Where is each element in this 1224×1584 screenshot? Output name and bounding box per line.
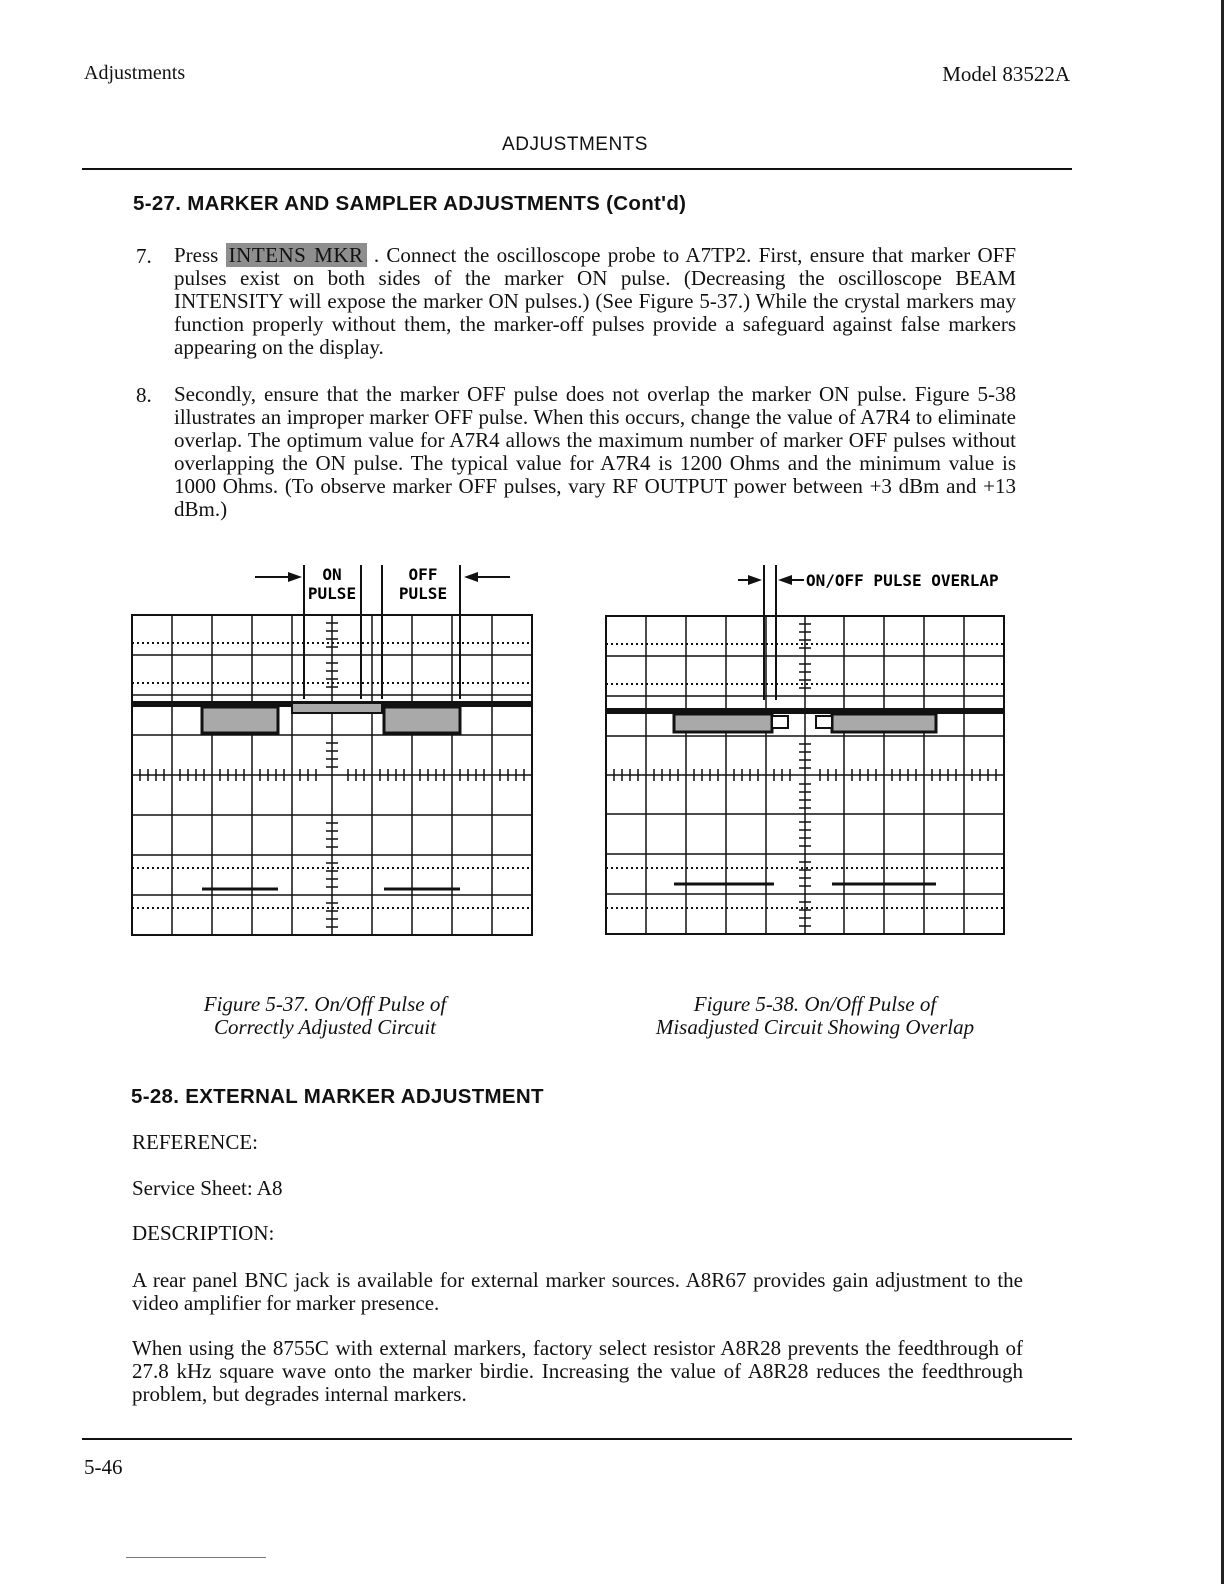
item-7-body: . Connect the oscilloscope probe to A7TP2. First, ensure that marker OFF pulses exist on both sides of the marker ON pulse. (Decreasing the oscilloscope BEAM INTENSITY will expose the marker ON pulses.) (See Figure 5-37.) While the crystal markers may function properly without them, the marker-off pulses provide a safeguard against false markers appearing on the display. [174, 243, 1016, 359]
overlap-arrow-right-icon [778, 575, 792, 585]
footer-rule [82, 1438, 1072, 1440]
figure-537-caption-line1: Figure 5-37. On/Off Pulse of [203, 992, 447, 1016]
service-sheet: Service Sheet: A8 [132, 1176, 283, 1200]
off-pulse-right [384, 707, 460, 733]
running-header-left: Adjustments [84, 62, 186, 84]
off-pulse-left [202, 707, 278, 733]
figure-538-caption-line2: Misadjusted Circuit Showing Overlap [655, 1015, 975, 1039]
figure-538-oscilloscope [594, 555, 1024, 950]
figure-538-caption [620, 993, 1010, 1039]
item-7-text [174, 244, 1016, 359]
description-para-1: A rear panel BNC jack is available for external marker sources. A8R67 provides gain adjustment to the video amplifier for marker presence. [132, 1268, 1023, 1315]
off-pulse-left-overlap [674, 714, 772, 732]
item-8-text: Secondly, ensure that the marker OFF pulse does not overlap the marker ON pulse. Figure 5-38 illustrates an improper marker OFF pulse. When this occurs, change the value of A7R4 to eliminate overlap. The optimum value for A7R4 allows the maximum number of marker OFF pulses without overlapping the ON pulse. The typical value for A7R4 is 1200 Ohms and the minimum value is 1000 Ohms. (To observe marker OFF pulses, vary RF OUTPUT power between +3 dBm and +13 dBm.) [174, 382, 1016, 521]
header-rule [82, 168, 1072, 170]
on-label-2: PULSE [307, 584, 357, 603]
running-header-right: Model 83522A [942, 62, 1070, 86]
figure-538-caption-line1: Figure 5-38. On/Off Pulse of [693, 992, 937, 1016]
page-number: 5-46 [84, 1455, 123, 1479]
reference-label: REFERENCE: [132, 1130, 259, 1154]
graticule-537 [132, 615, 532, 935]
section-527-heading: 5-27. MARKER AND SAMPLER ADJUSTMENTS (Cont'd) [133, 192, 687, 215]
figure-537-caption-line2: Correctly Adjusted Circuit [213, 1015, 437, 1039]
on-label-1: ON [322, 565, 342, 584]
overlap-arrow-left-icon [748, 575, 762, 585]
section-title: ADJUSTMENTS [502, 134, 648, 155]
item-7-number: 7. [136, 244, 152, 268]
figure-537-oscilloscope [120, 555, 550, 950]
item-7-pre: Press [174, 243, 219, 267]
overlap-label: ON/OFF PULSE OVERLAP [806, 571, 999, 590]
figure-537-caption [130, 993, 520, 1039]
section-528-heading: 5-28. EXTERNAL MARKER ADJUSTMENT [131, 1085, 544, 1108]
bottom-underline [126, 1557, 266, 1558]
item-8-number: 8. [136, 383, 152, 407]
on-pulse [292, 703, 382, 713]
off-label-1: OFF [408, 565, 438, 584]
off-pulse-right-overlap [832, 714, 936, 732]
off-label-2: PULSE [398, 584, 448, 603]
description-para-2: When using the 8755C with external markers, factory select resistor A8R28 prevents the feedthrough of 27.8 kHz square wave onto the marker birdie. Increasing the value of A8R28 reduces the feedthrough problem, but degrades internal markers. [132, 1336, 1023, 1406]
description-label: DESCRIPTION: [132, 1221, 275, 1245]
intens-mkr-key: INTENS MKR [226, 243, 367, 267]
graticule-538 [606, 616, 1004, 934]
